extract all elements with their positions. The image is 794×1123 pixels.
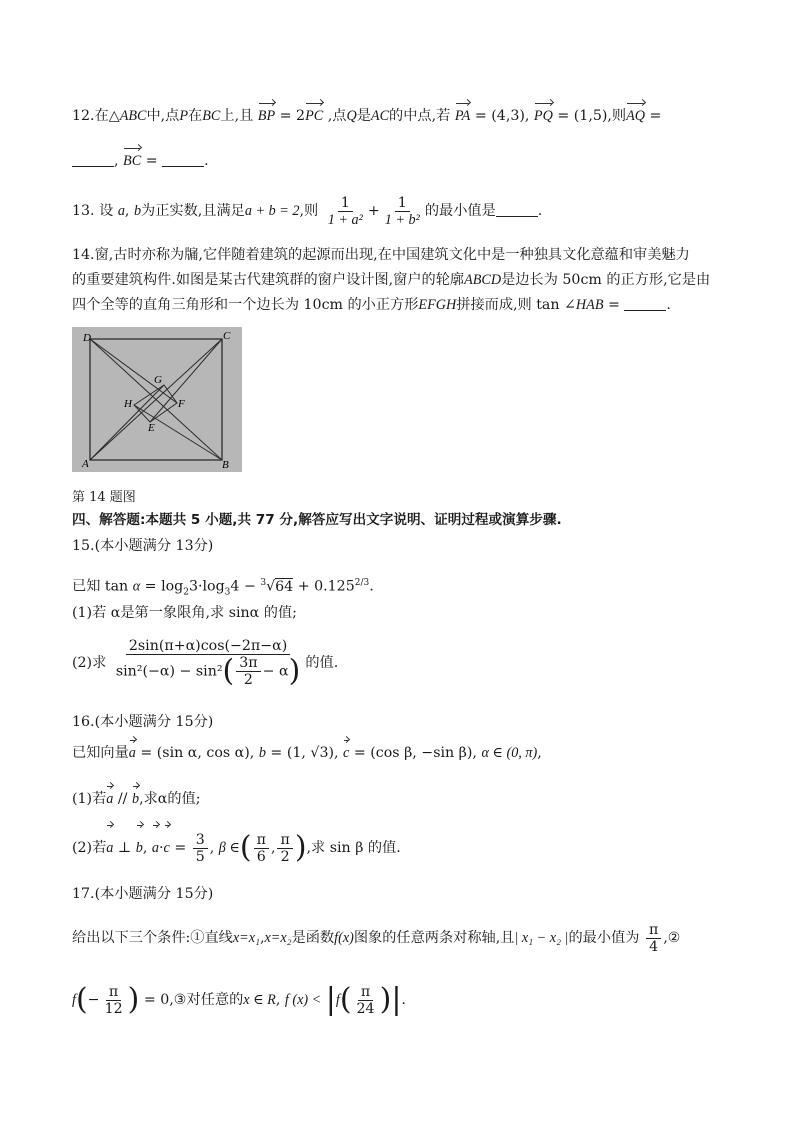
label-d: D (83, 332, 91, 344)
figure-caption: 第 14 题图 (72, 490, 136, 505)
q15-header: 15.(本小题满分 13分) (72, 538, 214, 554)
vector-b: b (131, 791, 140, 807)
label-b: B (222, 459, 229, 471)
q15-part1: (1)若 α是第一象限角,求 sinα 的值; (72, 605, 297, 621)
vector-pc: PC (305, 108, 324, 124)
figure-svg (72, 327, 242, 472)
vector-bc: BC (123, 153, 142, 169)
q15-given: 已知 $\tan \alpha = \log_23\cdot\log_34 - ^3√64 + 0.125^{2/3}$. (72, 578, 374, 598)
label-c: C (223, 330, 231, 342)
vector-bp: BP (257, 108, 276, 124)
section-heading: 四、解答题:本题共 5 小题,共 77 分,解答应写出文字说明、证明过程或演算步骤. (72, 512, 562, 528)
q16-given: 已知向量a = (sin α, cos α), b = (1, √3), c = (cos β, −sin β), α ∈ (0, π), (72, 745, 542, 761)
fraction: $\frac{3}{5}$ (193, 832, 208, 865)
q14-number: 14. (72, 247, 95, 263)
label-g: G (154, 374, 162, 386)
vector-a: a (128, 745, 136, 761)
answer-blank (72, 152, 114, 167)
q14-line1: 14.窗,古时亦称为牖,它伴随着建筑的起源而出现,在中国建筑文化中是一种独具文化意蕴和审美魅力 (72, 247, 690, 263)
vector-a: a (106, 791, 114, 807)
q14-line3: 四个全等的直角三角形和一个边长为 10cm 的小正方形EFGH拼接而成,则 tan ∠HAB = . (72, 297, 671, 313)
q12-line2: , BC = . (72, 151, 209, 171)
q12-number: 12. (72, 108, 95, 124)
q12-line1: 12.在△ABC中,点P在BC上,且 BP = 2PC ,点Q是AC的中点,若 PA = (4,3), PQ = (1,5),则AQ = (72, 108, 662, 124)
label-f: F (178, 398, 185, 410)
q14-line2: 的重要建筑构件.如图是某古代建筑群的窗户设计图,窗户的轮廓ABCD是边长为 50cm 的正方形,它是由 (72, 272, 711, 288)
fraction: $\frac{1}{\text{1 + b²}}$ (384, 194, 420, 228)
fraction: $\frac{\pi}{4}$ (646, 922, 661, 955)
q16-part2: (2)若a ⊥ b, a·c = $\frac{3}{5}$ , β ∈( $\frac{\pi}{6}$ , $\frac{\pi}{2}$ ),求 sin β 的值. (72, 828, 401, 868)
vector-aq: AQ (626, 108, 646, 124)
answer-blank (162, 152, 204, 167)
label-h: H (124, 398, 132, 410)
vector-pq: PQ (533, 108, 553, 124)
window-design-figure (72, 327, 242, 472)
vector-c: c (343, 745, 350, 761)
q17-line2: f(− $\frac{\pi}{12}$ ) = 0,③对任意的x ∈ R, f (x) < |f( $\frac{\pi}{24}$ )|. (72, 982, 406, 1017)
q17-header: 17.(本小题满分 15分) (72, 886, 214, 902)
vector-pa: PA (454, 108, 471, 124)
q16-header: 16.(本小题满分 15分) (72, 714, 214, 730)
answer-blank (624, 296, 666, 311)
big-fraction: 2sin(π+α)cos(−2π−α) sin²(−α) − sin²( $\frac{3\pi}{2}$ − α) (115, 638, 301, 689)
fraction: $\frac{1}{\text{1 + a²}}$ (327, 194, 363, 228)
q15-part2: (2)求 2sin(π+α)cos(−2π−α) sin²(−α) − sin²( $\frac{3\pi}{2}$ − α) 的值. (72, 638, 339, 689)
q17-line1: 给出以下三个条件:①直线x=x₁,x=x₂是函数f(x)图象的任意两条对称轴,且| x₁ − x₂ |的最小值为 $\frac{\pi}{4}$ ,② (72, 921, 681, 955)
answer-blank (496, 202, 538, 217)
exponent: 2/3 (354, 578, 370, 588)
label-e: E (148, 422, 155, 434)
q16-part1: (1)若a // b,求α的值; (72, 791, 201, 807)
q13-line: 13. 设 a, b为正实数,且满足a + b = 2,则 $\frac{1}{\text{1 + a²}}$ + $\frac{1}{\text{1 + b²}}$ 的最小值是 . (72, 194, 543, 228)
label-a: A (82, 458, 89, 470)
vector-b: b (258, 745, 266, 761)
q13-number: 13. (72, 203, 95, 219)
